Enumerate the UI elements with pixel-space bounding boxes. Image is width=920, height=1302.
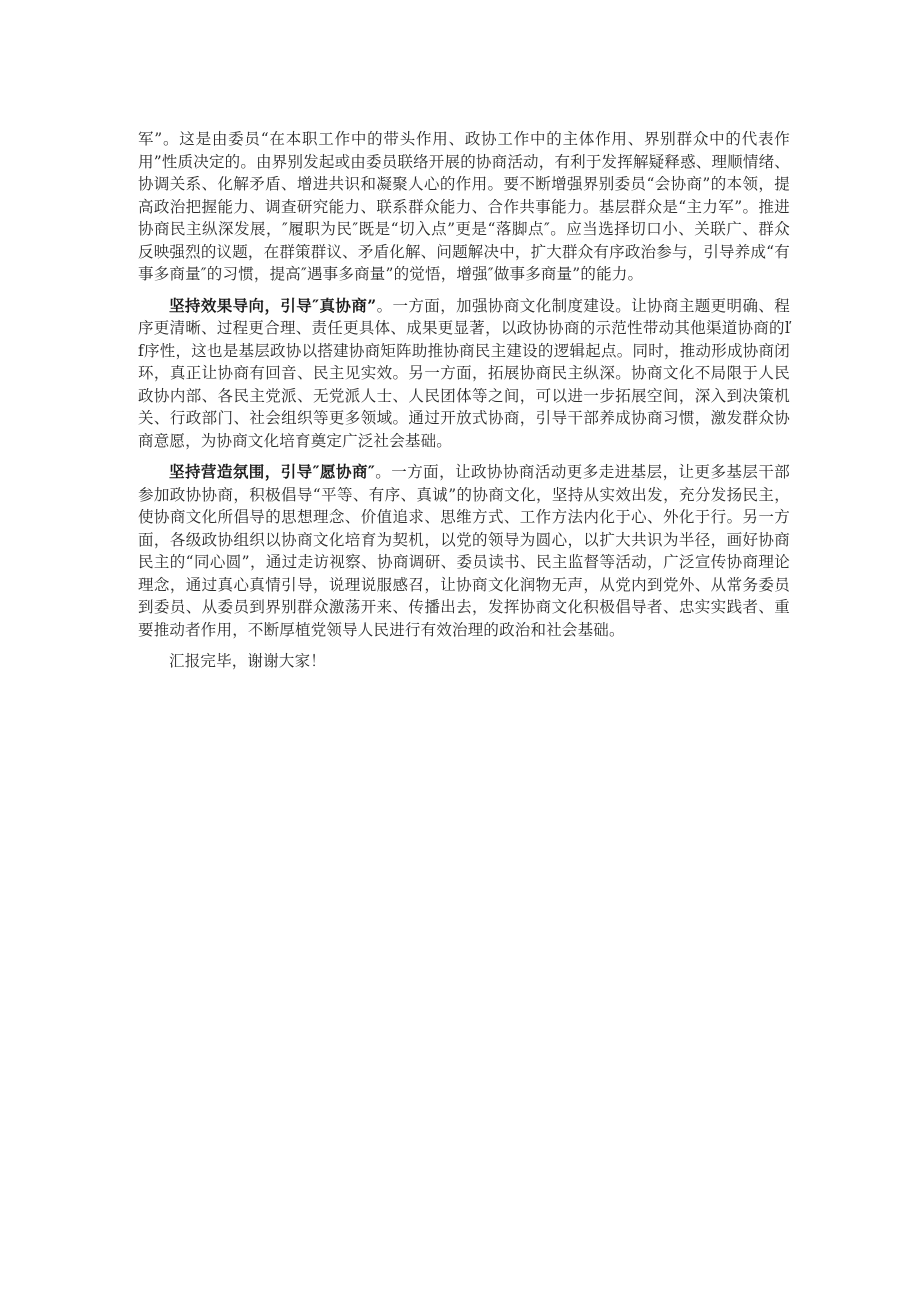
paragraph-3 [138, 461, 790, 641]
paragraph-2 [138, 295, 790, 453]
paragraph-1 [138, 128, 790, 286]
paragraph-1-text: 军”。这是由委员“在本职工作中的带头作用、政协工作中的主体作用、界别群众中的代表作用”性质决定的。由界别发起或由委员联络开展的协商活动，有利于发挥解疑释惑、理顺情绪、协调关系、化解矛盾、增进共识和凝聚人心的作用。要不断增强界别委员“会协商”的本领，提高政治把握能力、调查研究能力、联系群众能力、合作共事能力。基层群众是“主力军”。推进协商民主纵深发展，″履职为民″既是“切入点”更是“落脚点″。应当选择切口小、关联广、群众反映强烈的议题，在群策群议、矛盾化解、问题解决中，扩大群众有序政治参与，引导养成“有事多商量″的习惯，提高″遇事多商量”的觉悟，增强″做事多商量”的能力。 [138, 130, 790, 283]
document-body [138, 128, 790, 682]
paragraph-2-lead: 坚持效果导向，引导″真协商” [169, 295, 377, 315]
paragraph-2-text: 。一方面，加强协商文化制度建设。让协商主题更明确、程序更清晰、过程更合理、责任更具体、成果更显著，以政协协商的示范性带动其他渠道协商的ľf序性，这也是基层政协以搭建协商矩阵助推协商民主建设的逻辑起点。同时，推动形成协商闭环，真正让协商有回音、民主见实效。另一方面，拓展协商民主纵深。协商文化不局限于人民政协内部、各民主党派、无党派人士、人民团体等之间，可以进一步拓展空间，深入到决策机关、行政部门、社会组织等更多领域。通过开放式协商，引导干部养成协商习惯，激发群众协商意愿，为协商文化培育奠定广泛社会基础。 [138, 296, 790, 450]
paragraph-3-lead: 坚持营造氛围，引导″愿协商″ [169, 462, 376, 481]
paragraph-4 [138, 650, 790, 673]
paragraph-3-text: 。一方面，让政协协商活动更多走进基层，让更多基层干部参加政协协商，积极倡导“平等、有序、真诚”的协商文化，坚持从实效出发，充分发扬民主，使协商文化所倡导的思想理念、价值追求、思维方式、工作方法内化于心、外化于行。另一方面，各级政协组织以协商文化培育为契机，以党的领导为圆心，以扩大共识为半径，画好协商民主的“同心圆”，通过走访视察、协商调研、委员读书、民主监督等活动，广泛宣传协商理论理念，通过真心真情引导，说理说服感召，让协商文化润物无声，从党内到党外、从常务委员到委员、从委员到界别群众激荡开来、传播出去，发挥协商文化积极倡导者、忠实实践者、重要推动者作用，不断厚植党领导人民进行有效治理的政治和社会基础。 [138, 463, 790, 639]
paragraph-4-text: 汇报完毕，谢谢大家！ [169, 652, 327, 670]
